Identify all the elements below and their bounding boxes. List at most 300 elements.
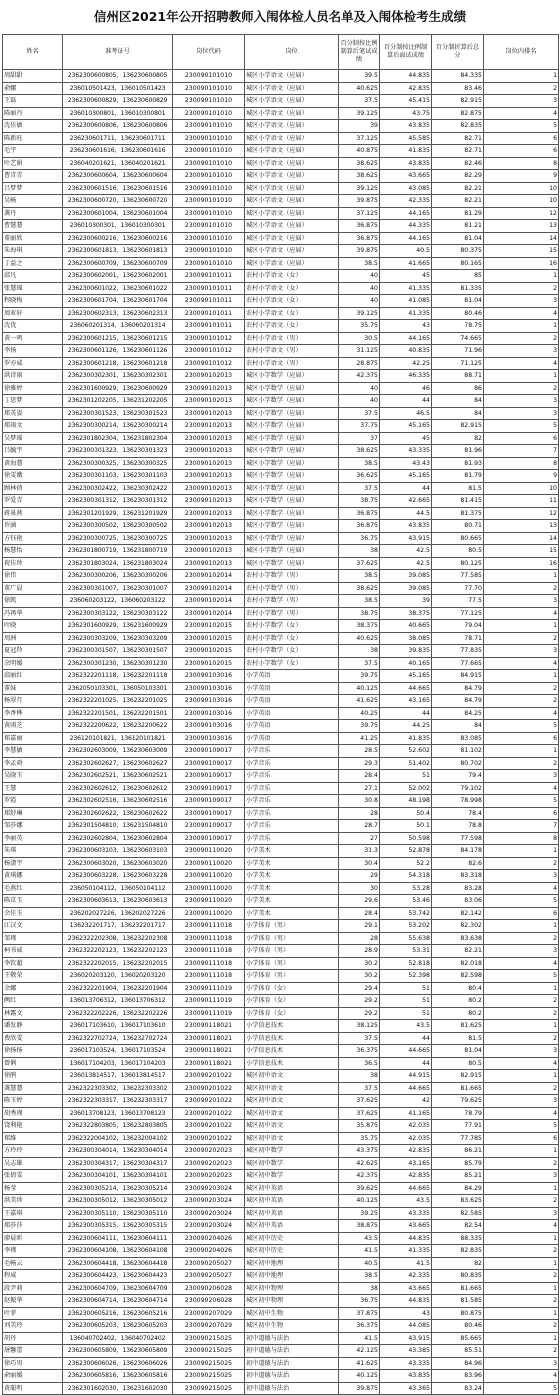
cell-post: 城区初中地理 — [245, 1257, 339, 1270]
cell-score-written: 40 — [339, 295, 380, 308]
cell-post-code: 230090202023 — [173, 1170, 245, 1183]
cell-score-interview: 39 — [380, 595, 432, 608]
cell-post-code: 230090102013 — [173, 370, 245, 383]
cell-score-interview: 54.318 — [380, 870, 432, 883]
cell-post: 城区初中语文 — [245, 1082, 339, 1095]
cell-rank: 7 — [484, 820, 559, 833]
cell-score-written: 39.125 — [339, 307, 380, 320]
cell-rank: 4 — [484, 1107, 559, 1120]
table-row — [3, 1157, 559, 1170]
cell-name: 杨翠月 — [3, 695, 63, 708]
cell-score-interview: 40.165 — [380, 657, 432, 670]
cell-score-interview: 42.25 — [380, 357, 432, 370]
table-row — [3, 1295, 559, 1308]
cell-post: 城区小学数学（应届） — [245, 507, 339, 520]
cell-score-interview: 41.5 — [380, 1257, 432, 1270]
cell-post-code: 230090206028 — [173, 1295, 245, 1308]
table-row — [3, 1120, 559, 1133]
cell-post: 小学信息技术 — [245, 1032, 339, 1045]
cell-post: 小学英语 — [245, 732, 339, 745]
cell-post-code: 230090103016 — [173, 682, 245, 695]
cell-post: 城区初中英语 — [245, 1195, 339, 1208]
cell-rank: 5 — [484, 420, 559, 433]
cell-rank: 1 — [484, 270, 559, 283]
cell-name: 徐鹃 — [3, 1070, 63, 1083]
cell-rank: 2 — [484, 282, 559, 295]
cell-exam-no: 2362300601813，136230601813 — [63, 245, 173, 258]
cell-post: 城区小学数学（应届） — [245, 457, 339, 470]
cell-rank: 11 — [484, 495, 559, 508]
cell-score-interview: 46.335 — [380, 370, 432, 383]
cell-score-written: 41.625 — [339, 695, 380, 708]
cell-score-total: 84.178 — [432, 845, 484, 858]
cell-post: 城区初中物理 — [245, 1295, 339, 1308]
cell-post: 小学美术 — [245, 907, 339, 920]
cell-exam-no: 2362300603228，136230603228 — [63, 870, 173, 883]
cell-post-code: 230090101010 — [173, 132, 245, 145]
cell-rank: 3 — [484, 295, 559, 308]
header-post: 岗位 — [245, 35, 339, 70]
cell-score-written: 38.75 — [339, 607, 380, 620]
table-row — [3, 970, 559, 983]
cell-score-total: 82.835 — [432, 1245, 484, 1258]
cell-score-interview: 43.085 — [380, 182, 432, 195]
cell-rank: 6 — [484, 1132, 559, 1145]
cell-rank: 13 — [484, 220, 559, 233]
cell-exam-no: 2362300305214，136230305214 — [63, 1182, 173, 1195]
cell-score-written: 39.75 — [339, 720, 380, 733]
cell-name: 郑雨文 — [3, 420, 63, 433]
cell-post-code: 230090102013 — [173, 432, 245, 445]
cell-exam-no: 136017104203，136017104203 — [63, 1057, 173, 1070]
cell-post: 城区小学语文（应届） — [245, 107, 339, 120]
cell-exam-no: 2362300603103，136230603103 — [63, 845, 173, 858]
cell-post: 小学英语 — [245, 707, 339, 720]
cell-score-written: 28.4 — [339, 907, 380, 920]
cell-post-code: 230090203024 — [173, 1195, 245, 1208]
cell-post-code: 230090102014 — [173, 582, 245, 595]
cell-score-written: 36.875 — [339, 232, 380, 245]
cell-exam-no: 236013814517，136013814517 — [63, 1070, 173, 1083]
cell-score-written: 27 — [339, 832, 380, 845]
table-row — [3, 1045, 559, 1058]
cell-rank: 1 — [484, 1020, 559, 1033]
cell-post: 农村小学语文（男） — [245, 345, 339, 358]
cell-post: 小学体育（男） — [245, 920, 339, 933]
cell-score-interview: 44.165 — [380, 332, 432, 345]
cell-post-code: 230090101010 — [173, 195, 245, 208]
cell-score-written: 40.125 — [339, 682, 380, 695]
cell-post-code: 230090102013 — [173, 557, 245, 570]
cell-rank: 4 — [484, 307, 559, 320]
cell-score-interview: 42.335 — [380, 1270, 432, 1283]
cell-exam-no: 2362302603009，136230603009 — [63, 745, 173, 758]
cell-rank: 5 — [484, 1120, 559, 1133]
table-row — [3, 282, 559, 295]
cell-score-interview: 43.335 — [380, 445, 432, 458]
cell-score-written: 42.375 — [339, 1170, 380, 1183]
cell-rank: 8 — [484, 832, 559, 845]
cell-score-interview: 42.665 — [380, 495, 432, 508]
cell-exam-no: 236040201621，136040201621 — [63, 157, 173, 170]
cell-score-written: 37.125 — [339, 132, 380, 145]
cell-rank: 5 — [484, 120, 559, 133]
cell-post: 农村小学数学（女） — [245, 657, 339, 670]
cell-name: 董妹 — [3, 682, 63, 695]
cell-rank: 3 — [484, 945, 559, 958]
cell-score-total: 80.665 — [432, 532, 484, 545]
cell-exam-no: 2362301504810，136231504810 — [63, 820, 173, 833]
cell-exam-no: 2362300302422，136230302422 — [63, 482, 173, 495]
cell-score-total: 77.91 — [432, 1120, 484, 1133]
cell-name: 毛燕红 — [3, 882, 63, 895]
table-row — [3, 495, 559, 508]
cell-post-code: 230090102014 — [173, 570, 245, 583]
cell-post-code: 230090101010 — [173, 70, 245, 83]
cell-post: 农村小学语文（女） — [245, 282, 339, 295]
cell-rank: 2 — [484, 1345, 559, 1358]
cell-exam-no: 2362300304101，136230304101 — [63, 1170, 173, 1183]
cell-score-interview: 42.5 — [380, 557, 432, 570]
cell-name: 李慧敏 — [3, 745, 63, 758]
cell-rank: 10 — [484, 195, 559, 208]
cell-score-total: 78.75 — [432, 320, 484, 333]
cell-score-total: 82.598 — [432, 970, 484, 983]
cell-name: 郑英姿 — [3, 407, 63, 420]
cell-score-written: 38 — [339, 545, 380, 558]
cell-score-interview: 51.402 — [380, 757, 432, 770]
cell-score-interview: 42.835 — [380, 82, 432, 95]
cell-rank: 1 — [484, 620, 559, 633]
cell-score-written: 30.2 — [339, 957, 380, 970]
cell-post-code: 230090102013 — [173, 395, 245, 408]
cell-score-written: 36.875 — [339, 507, 380, 520]
cell-name: 方玲玲 — [3, 1145, 63, 1158]
cell-score-written: 28 — [339, 932, 380, 945]
cell-score-total: 78.8 — [432, 820, 484, 833]
cell-exam-no: 236230601616，136230601616 — [63, 145, 173, 158]
table-row — [3, 1257, 559, 1270]
cell-score-total: 79.04 — [432, 620, 484, 633]
cell-exam-no: 2362300303209，136230303209 — [63, 632, 173, 645]
cell-exam-no: 2362300301103，136230301103 — [63, 470, 173, 483]
cell-score-interview: 52.2 — [380, 857, 432, 870]
cell-rank: 2 — [484, 1157, 559, 1170]
cell-score-interview: 40.5 — [380, 245, 432, 258]
cell-post-code: 230090202023 — [173, 1145, 245, 1158]
cell-name: 朱琪 — [3, 845, 63, 858]
cell-exam-no: 2362300305315，136230305315 — [63, 1220, 173, 1233]
table-row — [3, 520, 559, 533]
cell-score-interview: 38.375 — [380, 607, 432, 620]
cell-post-code: 230090101010 — [173, 107, 245, 120]
table-row — [3, 70, 559, 83]
cell-exam-no: 2362300601004，136230601004 — [63, 207, 173, 220]
cell-exam-no: 236202027226，136202027226 — [63, 907, 173, 920]
cell-score-interview: 44.335 — [380, 220, 432, 233]
cell-score-written: 35.75 — [339, 320, 380, 333]
cell-exam-no: 2362300300725，136230300725 — [63, 532, 173, 545]
cell-post: 城区小学语文（应届） — [245, 157, 339, 170]
cell-name: 郑维 — [3, 1132, 63, 1145]
cell-rank: 2 — [484, 632, 559, 645]
cell-post: 小学美术 — [245, 845, 339, 858]
table-row — [3, 1232, 559, 1245]
cell-score-written: 29.2 — [339, 1007, 380, 1020]
cell-exam-no: 2362300601704，136230601704 — [63, 295, 173, 308]
cell-post: 城区小学语文（应届） — [245, 120, 339, 133]
cell-post: 城区小学语文（应届） — [245, 132, 339, 145]
cell-name: 陈丽丹 — [3, 107, 63, 120]
cell-name: 龚丹 — [3, 207, 63, 220]
cell-rank: 5 — [484, 720, 559, 733]
cell-exam-no: 236017103524，136017103524 — [63, 1045, 173, 1058]
cell-name: 李丽英 — [3, 832, 63, 845]
cell-score-written: 40.5 — [339, 1257, 380, 1270]
cell-score-total: 82.018 — [432, 957, 484, 970]
cell-score-total: 80.375 — [432, 245, 484, 258]
cell-score-total: 81.5 — [432, 482, 484, 495]
cell-score-total: 80.875 — [432, 1307, 484, 1320]
cell-exam-no: 2362300605809，136230605809 — [63, 1345, 173, 1358]
cell-score-total: 79.102 — [432, 782, 484, 795]
cell-score-total: 80.5 — [432, 1057, 484, 1070]
cell-score-written: 40.125 — [339, 1195, 380, 1208]
cell-score-written: 27.1 — [339, 782, 380, 795]
cell-post-code: 230090201022 — [173, 1132, 245, 1145]
cell-score-written: 36.75 — [339, 532, 380, 545]
cell-post-code: 230090111018 — [173, 970, 245, 983]
cell-post: 城区小学语文（应届） — [245, 220, 339, 233]
cell-score-total: 80.4 — [432, 982, 484, 995]
cell-post: 小学美术 — [245, 895, 339, 908]
cell-post-code: 230090103016 — [173, 732, 245, 745]
cell-name: 吴晓玉 — [3, 770, 63, 783]
cell-score-interview: 44.165 — [380, 232, 432, 245]
cell-score-total: 82 — [432, 1257, 484, 1270]
table-row — [3, 745, 559, 758]
cell-name: 廖晨昕 — [3, 1232, 63, 1245]
cell-score-total: 80.165 — [432, 257, 484, 270]
cell-score-total: 82.71 — [432, 145, 484, 158]
cell-score-interview: 52.818 — [380, 957, 432, 970]
cell-rank: 3 — [484, 1207, 559, 1220]
cell-score-total: 84.915 — [432, 670, 484, 683]
cell-exam-no: 2362300601215，136230601215 — [63, 332, 173, 345]
cell-score-interview: 41.165 — [380, 1107, 432, 1120]
cell-rank: 4 — [484, 1220, 559, 1233]
cell-post-code: 230090102013 — [173, 457, 245, 470]
cell-score-total: 80.702 — [432, 757, 484, 770]
cell-exam-no: 2362300602313，136230602313 — [63, 307, 173, 320]
cell-exam-no: 2362322202226，136232202226 — [63, 1007, 173, 1020]
cell-score-interview: 45.165 — [380, 470, 432, 483]
cell-rank: 12 — [484, 507, 559, 520]
cell-post-code: 230090207029 — [173, 1307, 245, 1320]
cell-post-code: 230090101012 — [173, 332, 245, 345]
cell-score-interview: 41.835 — [380, 732, 432, 745]
cell-post-code: 230090215025 — [173, 1345, 245, 1358]
cell-post: 农村小学数学（女） — [245, 620, 339, 633]
cell-score-interview: 50.1 — [380, 820, 432, 833]
cell-score-interview: 44.25 — [380, 720, 432, 733]
cell-post-code: 230090101010 — [173, 257, 245, 270]
cell-post-code: 230090110020 — [173, 907, 245, 920]
cell-score-interview: 53.742 — [380, 907, 432, 920]
cell-rank: 6 — [484, 132, 559, 145]
cell-score-total: 84 — [432, 407, 484, 420]
cell-exam-no: 2362301600929，136230600929 — [63, 382, 173, 395]
cell-score-written: 38 — [339, 1070, 380, 1083]
cell-exam-no: 2362300604418，136230604418 — [63, 1257, 173, 1270]
cell-name: 王敬荣 — [3, 970, 63, 983]
cell-score-written: 39 — [339, 120, 380, 133]
cell-score-interview: 41.665 — [380, 257, 432, 270]
header-post-code: 岗位代码 — [173, 35, 245, 70]
cell-name: 王磊 — [3, 95, 63, 108]
cell-post-code: 230090111019 — [173, 982, 245, 995]
cell-rank: 2 — [484, 682, 559, 695]
cell-score-written: 36.75 — [339, 1295, 380, 1308]
cell-exam-no: 2362300301523，136230301523 — [63, 407, 173, 420]
cell-score-interview: 44.835 — [380, 1295, 432, 1308]
cell-post-code: 230090111019 — [173, 1007, 245, 1020]
cell-exam-no: 2362300605216，136230605216 — [63, 1307, 173, 1320]
cell-score-total: 80.125 — [432, 557, 484, 570]
cell-score-interview: 46 — [380, 382, 432, 395]
cell-rank: 2 — [484, 995, 559, 1008]
cell-score-interview: 50.598 — [380, 832, 432, 845]
cell-post: 农村小学数学（女） — [245, 632, 339, 645]
cell-score-total: 83.625 — [432, 1195, 484, 1208]
cell-score-total: 83.96 — [432, 1370, 484, 1383]
table-row — [3, 557, 559, 570]
cell-score-interview: 55.638 — [380, 932, 432, 945]
cell-score-written: 37.125 — [339, 207, 380, 220]
cell-name: 周甜甜 — [3, 70, 63, 83]
cell-exam-no: 2362322803805，136232803805 — [63, 1120, 173, 1133]
cell-rank: 3 — [484, 870, 559, 883]
cell-score-total: 81.665 — [432, 1082, 484, 1095]
cell-post: 城区小学数学（应届） — [245, 432, 339, 445]
cell-name: 朱海琪 — [3, 245, 63, 258]
cell-score-written: 38.75 — [339, 495, 380, 508]
cell-score-written: 31.125 — [339, 345, 380, 358]
cell-score-written: 37.5 — [339, 1082, 380, 1095]
table-row — [3, 1057, 559, 1070]
cell-score-interview: 43.385 — [380, 1345, 432, 1358]
cell-post: 初中道德与法治 — [245, 1345, 339, 1358]
cell-post-code: 230090215025 — [173, 1357, 245, 1370]
cell-post: 农村小学语文（女） — [245, 320, 339, 333]
cell-post-code: 230090201022 — [173, 1082, 245, 1095]
cell-score-written: 41.5 — [339, 1332, 380, 1345]
cell-score-total: 84.335 — [432, 70, 484, 83]
cell-score-written: 35.75 — [339, 1132, 380, 1145]
cell-score-interview: 42.5 — [380, 545, 432, 558]
results-table — [2, 34, 559, 1395]
cell-score-total: 74.665 — [432, 332, 484, 345]
cell-post-code: 230090102014 — [173, 607, 245, 620]
cell-score-interview: 44 — [380, 1032, 432, 1045]
cell-post: 小学美术 — [245, 857, 339, 870]
cell-post-code: 230090101011 — [173, 295, 245, 308]
cell-exam-no: 2362302602627，136230602627 — [63, 757, 173, 770]
cell-post: 城区小学数学（应届） — [245, 545, 339, 558]
cell-name: 李扬 — [3, 345, 63, 358]
cell-score-interview: 45.585 — [380, 132, 432, 145]
cell-post: 小学体育（男） — [245, 957, 339, 970]
cell-post-code: 230090204026 — [173, 1232, 245, 1245]
header-exam-no: 准考证号 — [63, 35, 173, 70]
cell-score-interview: 42.035 — [380, 1120, 432, 1133]
cell-score-total: 77.70 — [432, 582, 484, 595]
cell-exam-no: 236013708123，136013708123 — [63, 1107, 173, 1120]
cell-post-code: 230090109017 — [173, 795, 245, 808]
cell-rank: 4 — [484, 707, 559, 720]
header-score-written: 百分制按比例制算后笔试成绩 — [339, 35, 380, 70]
cell-exam-no: 2362300301312，136230301312 — [63, 495, 173, 508]
cell-exam-no: 2362300303122，136230303122 — [63, 607, 173, 620]
cell-score-interview: 52.878 — [380, 845, 432, 858]
cell-exam-no: 2362302602516，136230602516 — [63, 795, 173, 808]
cell-score-written: 41.5 — [339, 1245, 380, 1258]
cell-name: 张倩雯 — [3, 1170, 63, 1183]
cell-score-written: 38.5 — [339, 570, 380, 583]
cell-rank: 4 — [484, 357, 559, 370]
table-row — [3, 582, 559, 595]
cell-score-interview: 44 — [380, 707, 432, 720]
cell-score-interview: 43.835 — [380, 157, 432, 170]
cell-post-code: 230090102013 — [173, 382, 245, 395]
cell-exam-no: 2362300300214，136230300214 — [63, 420, 173, 433]
cell-exam-no: 2362300304317，136230304317 — [63, 1157, 173, 1170]
cell-exam-no: 2362302602521，136230602521 — [63, 770, 173, 783]
cell-score-written: 38.625 — [339, 445, 380, 458]
cell-name: 邱凡 — [3, 270, 63, 283]
cell-rank: 16 — [484, 557, 559, 570]
cell-post: 城区初中生物 — [245, 1307, 339, 1320]
cell-post-code: 230090102013 — [173, 445, 245, 458]
cell-post-code: 230090110020 — [173, 845, 245, 858]
cell-score-written: 38.625 — [339, 157, 380, 170]
cell-rank: 6 — [484, 907, 559, 920]
cell-score-total: 78.998 — [432, 795, 484, 808]
cell-exam-no: 2362300606026，136230606026 — [63, 1357, 173, 1370]
cell-exam-no: 236060201314，136060201314 — [63, 320, 173, 333]
table-row — [3, 407, 559, 420]
cell-name: 吴畅 — [3, 195, 63, 208]
cell-score-written: 29.6 — [339, 895, 380, 908]
cell-post-code: 230090201022 — [173, 1095, 245, 1108]
cell-exam-no: 2362301800719，136231800719 — [63, 545, 173, 558]
cell-score-written: 38.5 — [339, 257, 380, 270]
table-row — [3, 95, 559, 108]
cell-score-total: 77.125 — [432, 607, 484, 620]
cell-score-total: 77.5 — [432, 595, 484, 608]
cell-score-interview: 45 — [380, 432, 432, 445]
cell-score-written: 38.5 — [339, 1270, 380, 1283]
cell-post: 小学体育（女） — [245, 982, 339, 995]
cell-exam-no: 2362322200622，136232200622 — [63, 720, 173, 733]
cell-rank: 3 — [484, 1357, 559, 1370]
cell-rank: 15 — [484, 245, 559, 258]
cell-score-total: 81.665 — [432, 1282, 484, 1295]
cell-post-code: 230090102015 — [173, 645, 245, 658]
cell-score-total: 81.21 — [432, 220, 484, 233]
cell-score-interview: 44.835 — [380, 1232, 432, 1245]
cell-score-total: 86 — [432, 382, 484, 395]
